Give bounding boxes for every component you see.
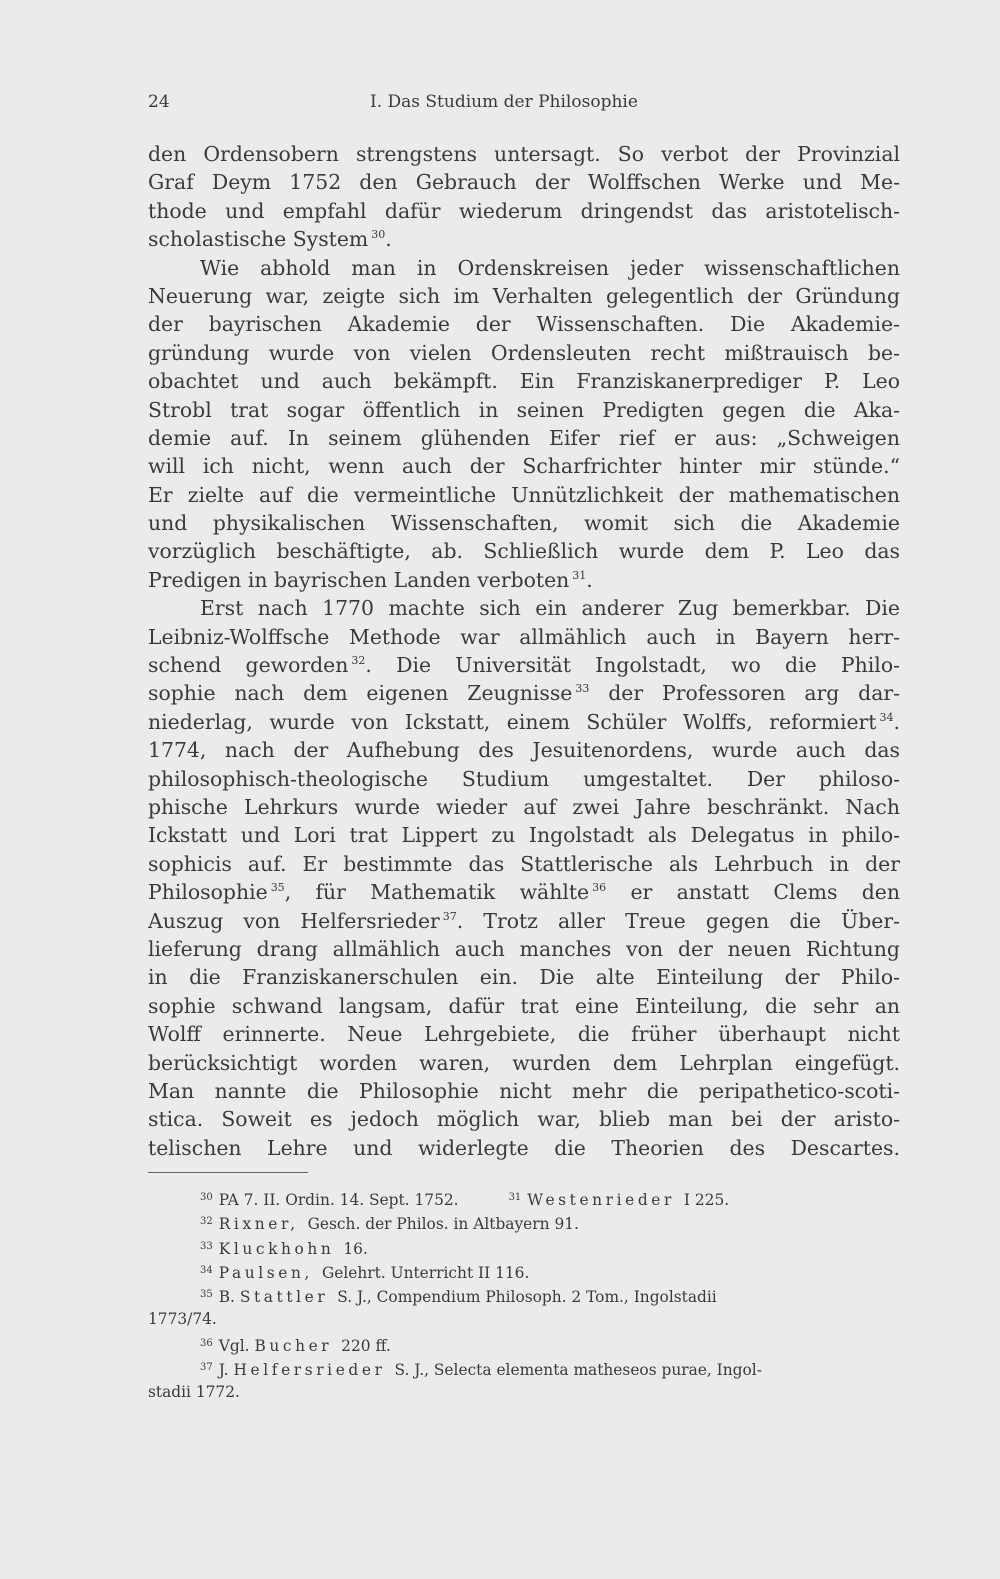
text-line: gründung wurde von vielen Ordensleuten recht mißtrauisch be- bbox=[148, 340, 900, 365]
footnote-ref: 33 bbox=[575, 682, 590, 696]
text-line: demie auf. In seinem glühenden Eifer rief er aus: „Schweigen bbox=[148, 425, 900, 450]
text-line: sophie nach dem eigenen Zeugnisse $^{33}$ der Professoren arg dar- bbox=[148, 681, 900, 706]
footnote-30-31: $^{30}$ PA 7. II. Ordin. 14. Sept. 1752. $^{31}$ Westenrieder I 225. bbox=[200, 1191, 730, 1209]
text-line: Wolff erinnerte. Neue Lehrgebiete, die früher überhaupt nicht bbox=[148, 1022, 900, 1047]
text-line: philosophisch-theologische Studium umgestaltet. Der philoso- bbox=[148, 766, 900, 791]
text-line: will ich nicht, wenn auch der Scharfrichter hinter mir stünde.“ bbox=[148, 454, 900, 479]
page-number: 24 bbox=[148, 92, 170, 112]
footnote-ref: 34 bbox=[879, 710, 894, 724]
text-line: obachtet und auch bekämpft. Ein Franziskanerprediger P. Leo bbox=[148, 369, 900, 394]
footnote-33: $^{33}$ Kluckhohn 16. bbox=[200, 1239, 368, 1258]
footnote-32: $^{32}$ Rixner, Gesch. der Philos. in Altbayern 91. bbox=[200, 1215, 579, 1234]
text-line: Predigen in bayrischen Landen verboten $^{31}$. bbox=[148, 567, 593, 592]
footnote-34: $^{34}$ Paulsen, Gelehrt. Unterricht II 116. bbox=[200, 1263, 530, 1282]
text-line: lieferung drang allmählich auch manches von der neuen Richtung bbox=[148, 936, 900, 961]
text-line: Man nannte die Philosophie nicht mehr die peripathetico-scoti- bbox=[148, 1078, 900, 1103]
text-line: schend geworden $^{32}$. Die Universität Ingolstadt, wo die Philo- bbox=[148, 653, 900, 678]
body-text bbox=[148, 140, 900, 1162]
text-line: Ickstatt und Lori trat Lippert zu Ingolstadt als Delegatus in philo- bbox=[148, 823, 900, 848]
page-header bbox=[148, 92, 898, 116]
text-line: telischen Lehre und widerlegte die Theorien des Descartes. bbox=[148, 1135, 900, 1160]
text-line: Auszug von Helfersrieder $^{37}$. Trotz aller Treue gegen die Über- bbox=[148, 908, 900, 933]
footnote-35-continued: 1773/74. bbox=[148, 1310, 217, 1329]
footnote-37-continued: stadii 1772. bbox=[148, 1383, 240, 1402]
text-line: sophie schwand langsam, dafür trat eine Einteilung, die sehr an bbox=[148, 993, 900, 1018]
footnote-ref: 37 bbox=[442, 909, 457, 923]
footnote-divider bbox=[148, 1172, 308, 1173]
text-line: Neuerung war, zeigte sich im Verhalten gelegentlich der Gründung bbox=[148, 283, 900, 308]
footnote-ref: 35 bbox=[270, 881, 285, 895]
text-line: vorzüglich beschäftigte, ab. Schließlich wurde dem P. Leo das bbox=[148, 539, 900, 564]
running-title: I. Das Studium der Philosophie bbox=[370, 92, 638, 112]
text-line: 1774, nach der Aufhebung des Jesuitenordens, wurde auch das bbox=[148, 738, 900, 763]
footnote-35: $^{35}$ B. Stattler S. J., Compendium Philosoph. 2 Tom., Ingolstadii bbox=[200, 1288, 717, 1307]
text-line: Wie abhold man in Ordenskreisen jeder wissenschaftlichen bbox=[200, 255, 900, 280]
text-line: niederlag, wurde von Ickstatt, einem Schüler Wolffs, reformiert $^{34}$. bbox=[148, 709, 900, 734]
text-line: Leibniz-Wolffsche Methode war allmählich auch in Bayern herr- bbox=[148, 624, 900, 649]
text-line: Erst nach 1770 machte sich ein anderer Zug bemerkbar. Die bbox=[200, 596, 900, 621]
footnote-ref: 32 bbox=[351, 654, 366, 668]
text-line: Strobl trat sogar öffentlich in seinen Predigten gegen die Aka- bbox=[148, 397, 900, 422]
text-line: Er zielte auf die vermeintliche Unnützlichkeit der mathematischen bbox=[148, 482, 900, 507]
footnote-37: $^{37}$ J. Helfersrieder S. J., Selecta elementa matheseos purae, Ingol- bbox=[200, 1361, 762, 1380]
text-line: den Ordensobern strengstens untersagt. So verbot der Provinzial bbox=[148, 142, 900, 166]
text-line: stica. Soweit es jedoch möglich war, blieb man bei der aristo- bbox=[148, 1107, 900, 1132]
text-line: und physikalischen Wissenschaften, womit sich die Akademie bbox=[148, 511, 900, 536]
text-line: berücksichtigt worden waren, wurden dem Lehrplan eingefügt. bbox=[148, 1050, 900, 1075]
footnote-36: $^{36}$ Vgl. Bucher 220 ff. bbox=[200, 1336, 391, 1355]
text-line: Philosophie $^{35}$, für Mathematik wählte $^{36}$ er anstatt Clems den bbox=[148, 880, 900, 905]
footnote-ref: 30 bbox=[371, 228, 386, 242]
text-line: in die Franziskanerschulen ein. Die alte Einteilung der Philo- bbox=[148, 965, 900, 990]
footnotes bbox=[148, 1186, 900, 1405]
text-line: phische Lehrkurs wurde wieder auf zwei Jahre beschränkt. Nach bbox=[148, 794, 900, 819]
text-line: thode und empfahl dafür wiederum dringendst das aristotelisch- bbox=[148, 198, 900, 223]
footnote-ref: 31 bbox=[572, 568, 587, 582]
text-line: Graf Deym 1752 den Gebrauch der Wolffschen Werke und Me- bbox=[148, 170, 900, 195]
text-line: scholastische System $^{30}$. bbox=[148, 227, 392, 252]
text-line: der bayrischen Akademie der Wissenschaften. Die Akademie- bbox=[148, 312, 900, 337]
text-line: sophicis auf. Er bestimmte das Stattlerische als Lehrbuch in der bbox=[148, 851, 900, 876]
footnote-ref: 36 bbox=[592, 881, 607, 895]
